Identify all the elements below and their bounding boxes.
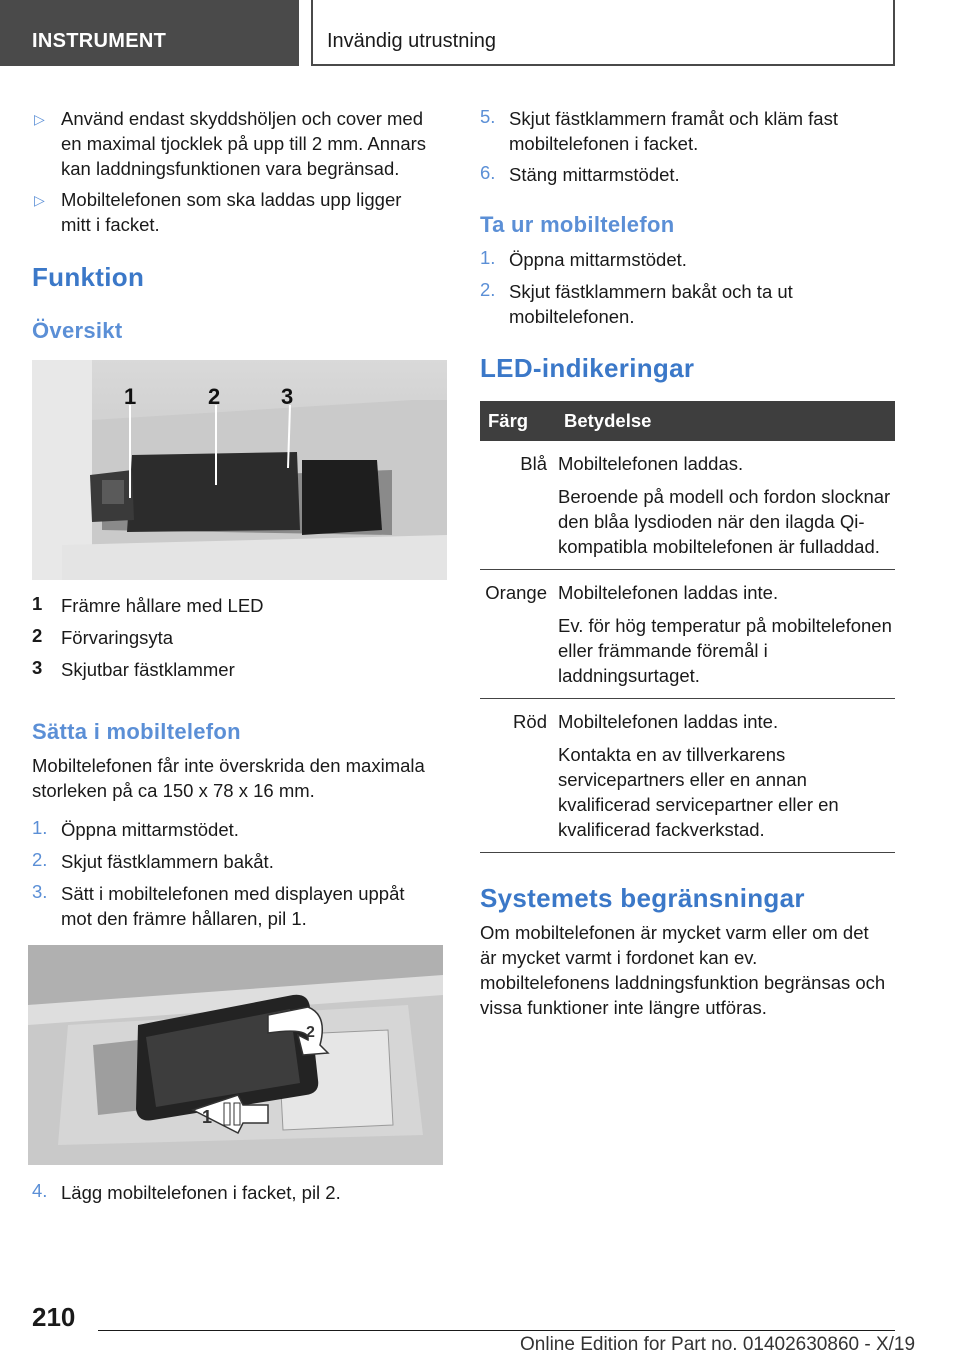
- step-number: 5.: [480, 106, 496, 127]
- legend-number: 3: [32, 657, 43, 678]
- step-number: 6.: [480, 162, 496, 183]
- chapter-title: Invändig utrustning: [327, 30, 497, 52]
- led-meaning-detail: Beroende på modell och fordon slocknar den blåa lysdioden när den ilagda Qi-kompatibla mobiltelefonen är fulladdad.: [558, 486, 891, 557]
- column-header-betydelse: Betydelse: [556, 401, 895, 441]
- step-text: Lägg mobiltelefonen i facket, pil 2.: [61, 1182, 341, 1203]
- table-row: [480, 570, 895, 699]
- step-item: [32, 1180, 447, 1205]
- step-item: [480, 279, 895, 329]
- callout-2: 2: [208, 384, 221, 409]
- led-meaning-main: Mobiltelefonen laddas.: [558, 453, 744, 474]
- callout-1: 1: [124, 384, 137, 409]
- led-color: Orange: [480, 570, 556, 699]
- arrow-label-2: 2: [306, 1024, 315, 1041]
- charging-tray-illustration: [32, 360, 447, 580]
- table-header-row: [480, 401, 895, 441]
- chapter-tab: [311, 0, 895, 66]
- step-number: 1.: [32, 817, 48, 838]
- heading-led: LED-indikeringar: [480, 353, 695, 383]
- system-text: Om mobiltelefonen är mycket varm eller om det är mycket varmt i fordonet kan ev. mobiltelefonens laddningsfunktion begränsas och vissa funktioner inte längre utföras.: [480, 922, 886, 1018]
- table-row: [480, 699, 895, 853]
- step-item: [32, 817, 447, 842]
- led-meaning: [556, 699, 895, 853]
- led-meaning-detail: Kontakta en av tillverkarens servicepartners eller en annan kvalificerad servicepartner eller en kvalificerad fackverkstad.: [558, 744, 839, 840]
- step-item: [480, 162, 895, 187]
- footer-rule: [98, 1330, 895, 1331]
- overview-photo: [32, 360, 447, 580]
- legend-number: 2: [32, 625, 43, 646]
- led-color: Blå: [480, 441, 556, 570]
- heading-systemets: Systemets begränsningar: [480, 883, 805, 913]
- led-meaning-main: Mobiltelefonen laddas inte.: [558, 582, 779, 603]
- led-color: Röd: [480, 699, 556, 853]
- page-number: 210: [32, 1302, 76, 1332]
- table-row: [480, 441, 895, 570]
- step-text: Stäng mittarmstödet.: [509, 164, 680, 185]
- led-meaning: [556, 441, 895, 570]
- section-title: INSTRUMENT: [32, 30, 167, 52]
- step-text: Öppna mittarmstödet.: [61, 819, 239, 840]
- step-text: Skjut fästklammern framåt och kläm fast mobiltelefonen i facket.: [509, 108, 838, 154]
- step-number: 2.: [480, 279, 496, 300]
- step-number: 3.: [32, 881, 48, 902]
- bullet-cover-note: Använd endast skyddshöljen och cover med en maximal tjocklek på upp till 2 mm. Annars kan laddningsfunktionen vara begränsad.: [61, 108, 427, 179]
- step-item: [32, 881, 427, 931]
- arrow-label-1: 1: [202, 1107, 213, 1127]
- step-item: [32, 849, 447, 874]
- heading-oversikt: Översikt: [32, 318, 123, 343]
- step-text: Skjut fästklammern bakåt.: [61, 851, 274, 872]
- led-meaning: [556, 570, 895, 699]
- phone-insertion-illustration: [28, 945, 443, 1165]
- led-meaning-main: Mobiltelefonen laddas inte.: [558, 711, 779, 732]
- legend-item: [32, 657, 447, 682]
- step-item: [480, 106, 895, 156]
- step-text: Sätt i mobiltelefonen med displayen uppåt mot den främre hållaren, pil 1.: [61, 883, 405, 929]
- legend-item: [32, 593, 447, 618]
- step-item: [480, 247, 895, 272]
- column-header-farg: Färg: [480, 401, 556, 441]
- bullet-triangle-icon: ▷: [34, 111, 45, 127]
- step-number: 1.: [480, 247, 496, 268]
- legend-number: 1: [32, 593, 43, 614]
- callout-3: 3: [281, 384, 294, 409]
- led-table: [480, 401, 895, 853]
- insert-phone-photo: [28, 945, 443, 1165]
- size-intro: Mobiltelefonen får inte överskrida den maximala storleken på ca 150 x 78 x 16 mm.: [32, 755, 425, 801]
- step-text: Öppna mittarmstödet.: [509, 249, 687, 270]
- legend-text: Förvaringsyta: [61, 627, 174, 648]
- bullet-triangle-icon: ▷: [34, 192, 45, 208]
- legend-text: Skjutbar fästklammer: [61, 659, 235, 680]
- led-meaning-detail: Ev. för hög temperatur på mobiltelefonen eller främmande föremål i laddningsurtaget.: [558, 615, 892, 686]
- heading-funktion: Funktion: [32, 262, 145, 292]
- step-number: 2.: [32, 849, 48, 870]
- heading-ta-ur: Ta ur mobiltelefon: [480, 212, 675, 237]
- step-number: 4.: [32, 1180, 48, 1201]
- legend-item: [32, 625, 447, 650]
- legend-text: Främre hållare med LED: [61, 595, 264, 616]
- edition-line: Online Edition for Part no. 01402630860 - X/19: [520, 1334, 916, 1355]
- heading-satta-i: Sätta i mobiltelefon: [32, 719, 241, 744]
- section-tab: [0, 0, 299, 66]
- bullet-position-note: Mobiltelefonen som ska laddas upp ligger mitt i facket.: [61, 189, 402, 235]
- step-text: Skjut fästklammern bakåt och ta ut mobiltelefonen.: [509, 281, 793, 327]
